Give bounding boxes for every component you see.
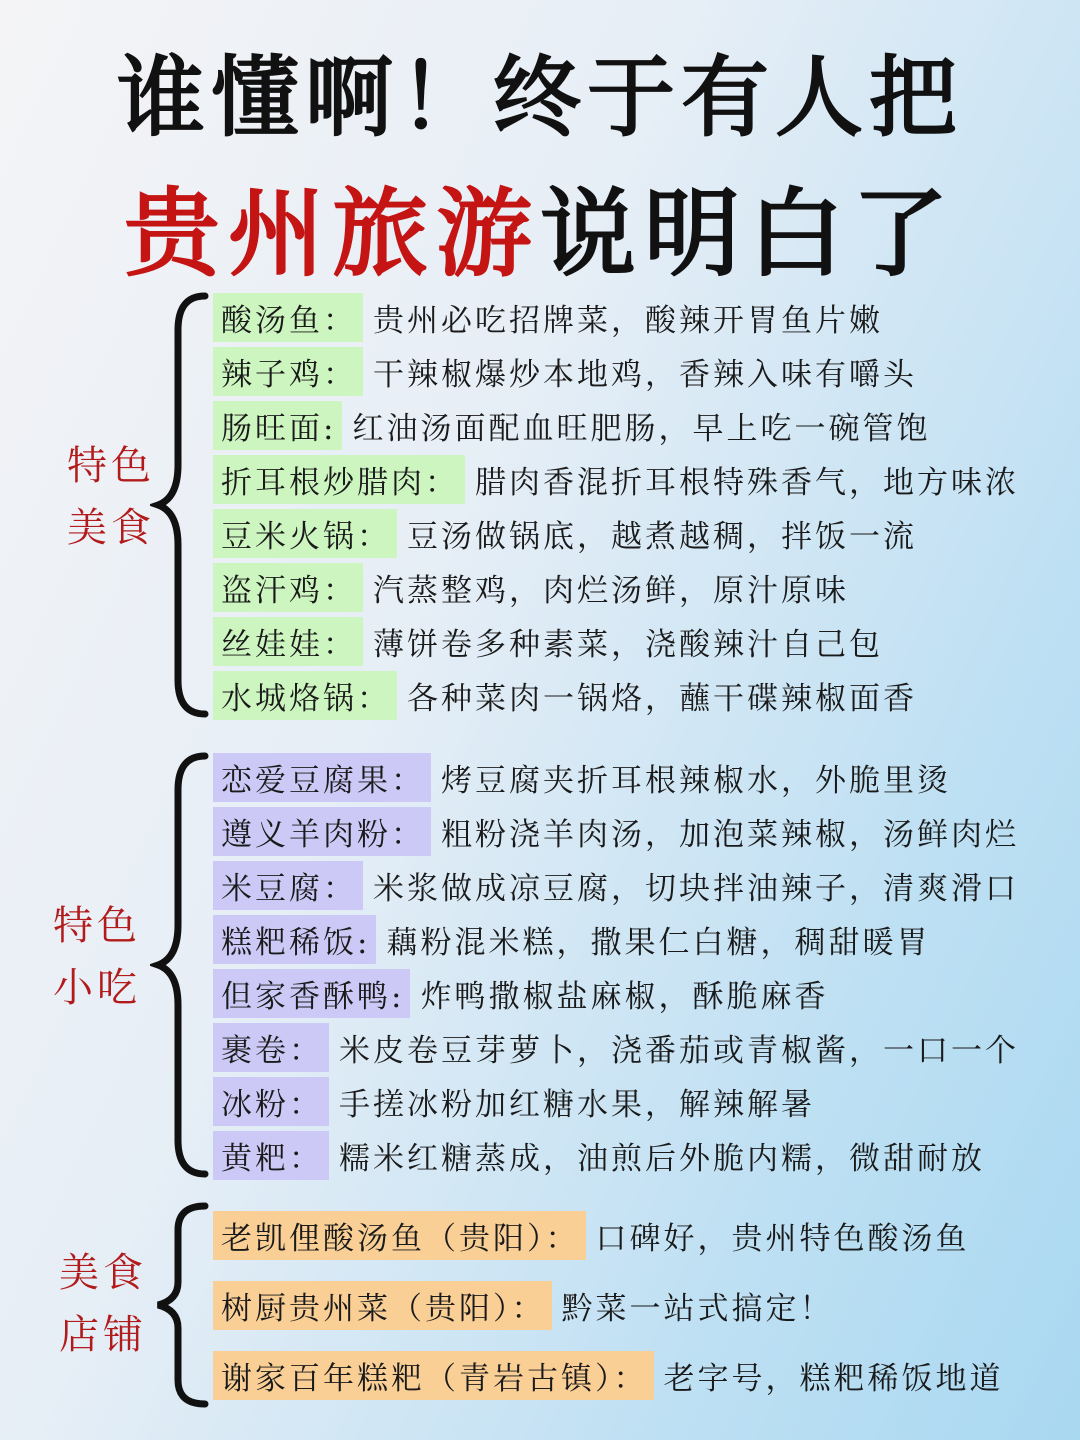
section-specialty-food bbox=[0, 290, 1080, 720]
title-rest: 说明白了 bbox=[540, 177, 956, 290]
list-item bbox=[213, 966, 1019, 1020]
item-list bbox=[213, 1200, 1004, 1410]
list-item bbox=[213, 1270, 1004, 1340]
item-name: 黄粑： bbox=[213, 1131, 329, 1180]
item-desc: 黔菜一站式搞定！ bbox=[561, 1290, 834, 1327]
item-name: 丝娃娃： bbox=[213, 617, 363, 666]
item-list bbox=[213, 750, 1019, 1182]
item-name: 但家香酥鸭: bbox=[213, 969, 410, 1018]
category-label: 特色 美食 bbox=[67, 443, 155, 551]
item-desc: 干辣椒爆炒本地鸡，香辣入味有嚼头 bbox=[373, 356, 917, 393]
list-item bbox=[213, 1020, 1019, 1074]
item-desc: 汽蒸整鸡，肉烂汤鲜，原汁原味 bbox=[373, 572, 849, 609]
list-item bbox=[213, 290, 1019, 344]
page-title-line2 bbox=[0, 158, 1080, 295]
item-desc: 薄饼卷多种素菜，浇酸辣汁自己包 bbox=[373, 626, 883, 663]
title-highlight: 贵州旅游 bbox=[124, 177, 540, 290]
item-desc: 手搓冰粉加红糖水果，解辣解暑 bbox=[339, 1086, 815, 1123]
category-label: 特色 小吃 bbox=[53, 903, 141, 1011]
item-desc: 豆汤做锅底，越煮越稠，拌饭一流 bbox=[407, 518, 917, 555]
item-desc: 各种菜肉一锅烙，蘸干碟辣椒面香 bbox=[407, 680, 917, 717]
item-desc: 红油汤面配血旺肥肠，早上吃一碗管饱 bbox=[352, 410, 931, 447]
list-item bbox=[213, 452, 1019, 506]
item-name: 辣子鸡： bbox=[213, 347, 363, 396]
item-desc: 老字号，糕粑稀饭地道 bbox=[663, 1360, 1004, 1397]
list-item bbox=[213, 398, 1019, 452]
item-name: 树厨贵州菜（贵阳）： bbox=[213, 1281, 552, 1330]
list-item bbox=[213, 506, 1019, 560]
item-name: 老凯俚酸汤鱼（贵阳）： bbox=[213, 1211, 586, 1260]
item-name: 遵义羊肉粉： bbox=[213, 807, 431, 856]
brace-icon bbox=[150, 1200, 220, 1410]
item-desc: 米浆做成凉豆腐，切块拌油辣子，清爽滑口 bbox=[373, 870, 1019, 907]
list-item bbox=[213, 614, 1019, 668]
item-name: 酸汤鱼： bbox=[213, 293, 363, 342]
item-desc: 粗粉浇羊肉汤，加泡菜辣椒，汤鲜肉烂 bbox=[441, 816, 1019, 853]
item-name: 糕粑稀饭: bbox=[213, 915, 376, 964]
item-name: 米豆腐： bbox=[213, 861, 363, 910]
item-desc: 炸鸭撒椒盐麻椒，酥脆麻香 bbox=[420, 978, 829, 1015]
item-name: 裹卷： bbox=[213, 1023, 329, 1072]
item-name: 恋爱豆腐果： bbox=[213, 753, 431, 802]
list-item bbox=[213, 1200, 1004, 1270]
list-item bbox=[213, 1074, 1019, 1128]
list-item bbox=[213, 1340, 1004, 1410]
list-item bbox=[213, 804, 1019, 858]
section-specialty-snacks bbox=[0, 750, 1080, 1180]
item-name: 盗汗鸡： bbox=[213, 563, 363, 612]
item-desc: 烤豆腐夹折耳根辣椒水，外脆里烫 bbox=[441, 762, 951, 799]
section-food-shops bbox=[0, 1200, 1080, 1410]
list-item bbox=[213, 858, 1019, 912]
item-name: 谢家百年糕粑（青岩古镇）： bbox=[213, 1351, 654, 1400]
item-name: 冰粉： bbox=[213, 1077, 329, 1126]
list-item bbox=[213, 344, 1019, 398]
item-desc: 米皮卷豆芽萝卜，浇番茄或青椒酱，一口一个 bbox=[339, 1032, 1019, 1069]
list-item bbox=[213, 560, 1019, 614]
list-item bbox=[213, 668, 1019, 722]
item-name: 水城烙锅： bbox=[213, 671, 397, 720]
item-list bbox=[213, 290, 1019, 722]
item-name: 肠旺面: bbox=[213, 401, 342, 450]
item-name: 折耳根炒腊肉： bbox=[213, 455, 465, 504]
brace-icon bbox=[150, 750, 220, 1180]
item-desc: 腊肉香混折耳根特殊香气，地方味浓 bbox=[475, 464, 1019, 501]
item-desc: 藕粉混米糕，撒果仁白糖，稠甜暖胃 bbox=[386, 924, 931, 961]
item-desc: 口碑好，贵州特色酸汤鱼 bbox=[595, 1220, 970, 1257]
category-label: 美食 店铺 bbox=[59, 1250, 147, 1358]
item-name: 豆米火锅： bbox=[213, 509, 397, 558]
list-item bbox=[213, 912, 1019, 966]
item-desc: 糯米红糖蒸成，油煎后外脆内糯，微甜耐放 bbox=[339, 1140, 985, 1177]
list-item bbox=[213, 1128, 1019, 1182]
page-title-line1: 谁懂啊！终于有人把 bbox=[116, 45, 963, 149]
item-desc: 贵州必吃招牌菜，酸辣开胃鱼片嫩 bbox=[373, 302, 883, 339]
list-item bbox=[213, 750, 1019, 804]
brace-icon bbox=[150, 290, 220, 720]
